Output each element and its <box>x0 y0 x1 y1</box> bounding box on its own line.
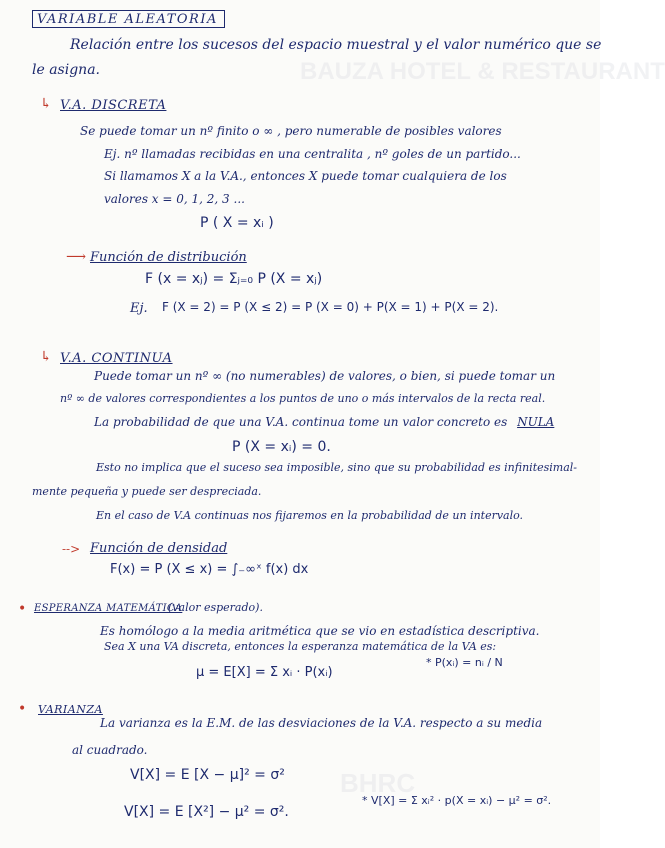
arrow-dashed-icon: --> <box>62 542 81 556</box>
intro-line-1: Relación entre los sucesos del espacio muestral y el valor numérico que se <box>70 37 602 53</box>
distribucion-formula: F (x = xⱼ) = Σⱼ₌₀ P (X = xⱼ) <box>145 271 323 287</box>
continua-line-3: Esto no implica que el suceso sea imposible, sino que su probabilidad es infinitesimal- <box>96 461 578 474</box>
esperanza-side-note: * P(xᵢ) = nᵢ / N <box>426 656 503 669</box>
continua-line-4: mente pequeña y puede ser despreciada. <box>32 485 262 498</box>
esperanza-line-1: Es homólogo a la media aritmética que se vio en estadística descriptiva. <box>100 624 540 638</box>
continua-line-2: nº ∞ de valores correspondientes a los puntos de uno o más intervalos de la recta real. <box>60 392 546 405</box>
arrow-right-icon: ⟶ <box>66 249 87 265</box>
discreta-line-3: Si llamamos X a la V.A., entonces X puede tomar cualquiera de los <box>104 169 507 183</box>
discreta-line-1: Se puede tomar un nº finito o ∞ , pero numerable de posibles valores <box>80 124 502 138</box>
watermark-logo-text: BHRC <box>340 768 416 798</box>
continua-line-1: Puede tomar un nº ∞ (no numerables) de valores, o bien, si puede tomar un <box>94 369 556 383</box>
varianza-line-2: al cuadrado. <box>72 743 148 757</box>
page-title: VARIABLE ALEATORIA <box>32 10 225 28</box>
nula-emphasis: NULA <box>517 415 555 429</box>
arrow-icon: ↳ <box>40 96 52 112</box>
esperanza-formula: μ = E[X] = Σ xᵢ · P(xᵢ) <box>196 665 333 680</box>
densidad-formula: F(x) = P (X ≤ x) = ∫₋∞ˣ f(x) dx <box>110 562 309 577</box>
continua-line-5: En el caso de V.A continuas nos fijaremos en la probabilidad de un intervalo. <box>96 509 524 522</box>
esperanza-line-2: Sea X una VA discreta, entonces la esperanza matemática de la VA es: <box>104 640 497 653</box>
discreta-line-2: Ej. nº llamadas recibidas en una centralita , nº goles de un partido... <box>104 147 521 161</box>
intro-line-2: le asigna. <box>32 62 100 78</box>
ejemplo-label: Ej. <box>130 301 148 316</box>
esperanza-note: (valor esperado). <box>168 601 263 614</box>
continua-formula: P (X = xᵢ) = 0. <box>232 439 331 455</box>
continua-heading: V.A. CONTINUA <box>60 351 173 366</box>
arrow-icon: ↳ <box>40 349 52 365</box>
densidad-label: Función de densidad <box>90 541 228 556</box>
varianza-heading: VARIANZA <box>38 703 103 716</box>
varianza-formula-2: V[X] = E [X²] − μ² = σ². <box>124 804 289 820</box>
bullet-icon: • <box>18 601 27 617</box>
varianza-formula-1: V[X] = E [X − μ]² = σ² <box>130 767 285 783</box>
continua-prob-text: La probabilidad de que una V.A. continua tome un valor concreto es <box>94 415 508 429</box>
distribucion-label: Función de distribución <box>90 250 247 265</box>
discreta-formula: P ( X = xᵢ ) <box>200 215 274 231</box>
watermark-text: BAUZA HOTEL & RESTAURANT <box>300 58 665 85</box>
ejemplo-formula: F (X = 2) = P (X ≤ 2) = P (X = 0) + P(X = 1) + P(X = 2). <box>162 300 499 314</box>
esperanza-heading: ESPERANZA MATEMÁTICA <box>34 603 183 614</box>
varianza-side-note: * V[X] = Σ xᵢ² · p(X = xᵢ) − μ² = σ². <box>362 794 552 807</box>
continua-prob-line <box>94 416 554 428</box>
varianza-line-1: La varianza es la E.M. de las desviaciones de la V.A. respecto a su media <box>100 716 543 730</box>
bullet-icon: • <box>18 701 27 717</box>
discreta-heading: V.A. DISCRETA <box>60 98 167 113</box>
discreta-line-4: valores x = 0, 1, 2, 3 ... <box>104 192 245 206</box>
